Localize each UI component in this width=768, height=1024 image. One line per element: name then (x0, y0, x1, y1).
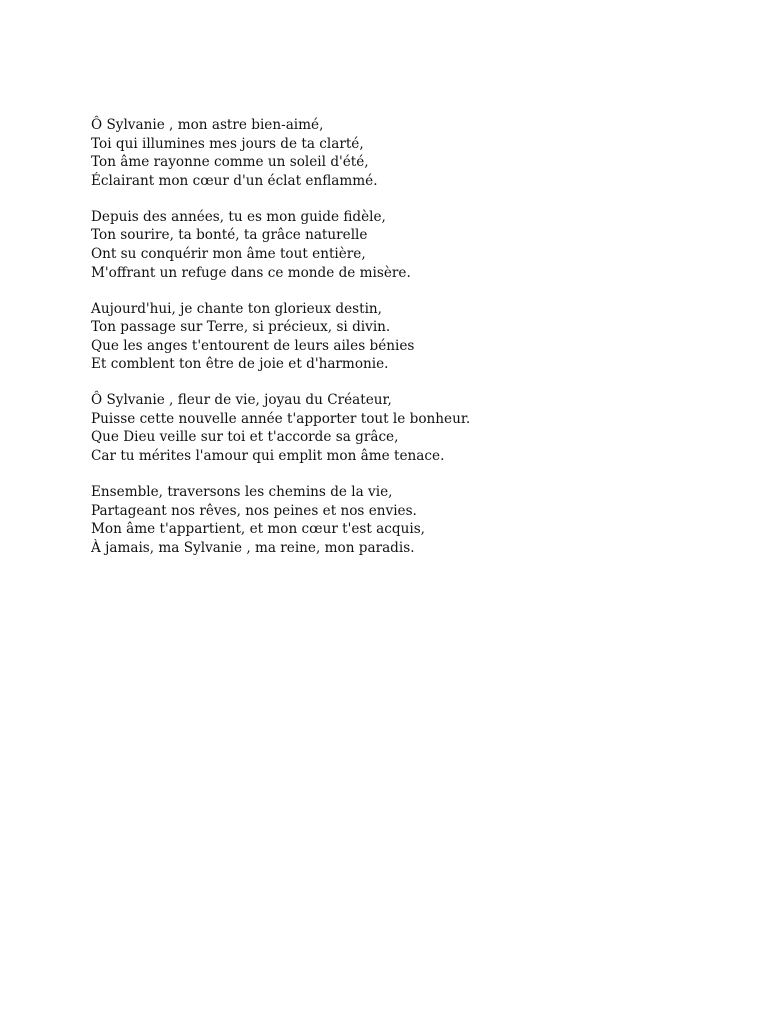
poem-line: Éclairant mon cœur d'un éclat enflammé. (91, 172, 378, 189)
poem-line: Depuis des années, tu es mon guide fidèle, (91, 208, 386, 225)
poem-line: Mon âme t'appartient, et mon cœur t'est acquis, (91, 521, 425, 538)
stanza-3 (91, 300, 691, 374)
poem-line: Aujourd'hui, je chante ton glorieux destin, (91, 300, 382, 317)
poem-line: Ont su conquérir mon âme tout entière, (91, 245, 366, 262)
poem-line: Que les anges t'entourent de leurs ailes bénies (91, 337, 415, 354)
poem-line: Toi qui illumines mes jours de ta clarté, (91, 135, 364, 152)
stanza-2 (91, 208, 691, 282)
poem-line: Ô Sylvanie , mon astre bien-aimé, (91, 117, 324, 133)
poem (91, 116, 691, 575)
poem-line: Ensemble, traversons les chemins de la vie, (91, 484, 393, 501)
poem-line: Ton âme rayonne comme un soleil d'été, (91, 154, 369, 171)
stanza-5 (91, 483, 691, 557)
poem-line: Ton passage sur Terre, si précieux, si divin. (91, 319, 391, 336)
poem-line: Ton sourire, ta bonté, ta grâce naturelle (91, 227, 368, 244)
poem-line: Puisse cette nouvelle année t'apporter tout le bonheur. (91, 410, 471, 427)
poem-line: Partageant nos rêves, nos peines et nos envies. (91, 502, 417, 519)
poem-line: Ô Sylvanie , fleur de vie, joyau du Créateur, (91, 392, 392, 409)
stanza-1 (91, 116, 691, 190)
poem-line: Car tu mérites l'amour qui emplit mon âme tenace. (91, 448, 445, 465)
poem-line: M'offrant un refuge dans ce monde de misère. (91, 264, 411, 281)
poem-line: Et comblent ton être de joie et d'harmonie. (91, 356, 389, 373)
stanza-4 (91, 391, 691, 465)
poem-line: Que Dieu veille sur toi et t'accorde sa grâce, (91, 429, 399, 446)
poem-line: À jamais, ma Sylvanie , ma reine, mon paradis. (91, 539, 415, 556)
